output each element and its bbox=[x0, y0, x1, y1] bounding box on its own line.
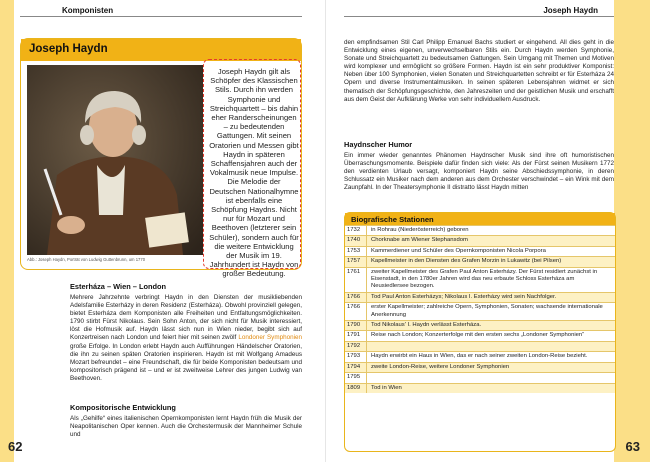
section-heading-humor: Haydnscher Humor bbox=[344, 140, 413, 149]
header-rule-left bbox=[20, 16, 302, 17]
londoner-symphonien-link[interactable]: Londoner Symphonien bbox=[238, 334, 302, 342]
header-rule-right bbox=[344, 16, 614, 17]
table-cell-year: 1761 bbox=[345, 268, 367, 292]
biography-rows bbox=[345, 225, 615, 393]
right-side-tab bbox=[614, 0, 650, 462]
table-row bbox=[345, 302, 615, 320]
table-row bbox=[345, 330, 615, 340]
table-row bbox=[345, 341, 615, 351]
feature-text: Joseph Haydn gilt als Schöpfer des Klassischen Stils. Durch ihn werden Symphonie und Streichquartett – bis dahin eher Randerscheinungen – zu bedeutenden Gattungen. Mit seinen Oratorien und Messen gibt Haydn in späteren Schaffensjahren auch der Vokalmusik neue Impulse. Die Melodie der Deutschen Nationalhymne ist ebenfalls eine Schöpfung Haydns. Nicht nur für Mozart und Beethoven (letzterer sein Schüler), sondern auch für die weitere Entwicklung der Musik im 19. Jahrhundert ist Haydn von großer Bedeutung. bbox=[209, 67, 299, 279]
biography-table-title: Biografische Stationen bbox=[345, 213, 615, 225]
table-cell-event bbox=[367, 342, 615, 351]
page-number-left: 62 bbox=[8, 439, 23, 454]
table-cell-year: 1757 bbox=[345, 257, 367, 266]
table-cell-year: 1790 bbox=[345, 321, 367, 330]
table-row bbox=[345, 351, 615, 361]
table-cell-event: zweiter Kapellmeister des Grafen Paul Anton Esterházy. Der Fürst residiert zunächst in Eisenstadt, in den 1780er Jahren wird das neu erbaute Schloss Esterháza am Neusiedlersee bezogen. bbox=[371, 268, 598, 290]
table-row bbox=[345, 383, 615, 393]
table-cell-event: zweite London-Reise, weitere Londoner Symphonien bbox=[371, 363, 510, 370]
table-cell-event: Kammerdiener und Schüler des Opernkomponisten Nicola Porpora bbox=[371, 247, 546, 254]
table-cell-year: 1791 bbox=[345, 331, 367, 340]
table-row bbox=[345, 362, 615, 372]
section-text-entwicklung: Als „Gehilfe“ eines italienischen Opernkomponisten lernt Haydn früh die Musik der Neapolitanischen Oper kennen. Auch die Orchestermusik der Mannheimer Schule und bbox=[70, 415, 302, 439]
table-cell-event: Haydn erwirbt ein Haus in Wien, das er nach seiner zweiten London-Reise bezieht. bbox=[371, 353, 588, 360]
table-cell-event: Tod Nikolaus' I. Haydn verlässt Esterháza. bbox=[371, 322, 482, 329]
table-cell-year: 1766 bbox=[345, 303, 367, 320]
table-cell-year: 1740 bbox=[345, 236, 367, 245]
right-page bbox=[325, 0, 650, 462]
table-row bbox=[345, 292, 615, 302]
table-cell-year: 1794 bbox=[345, 363, 367, 372]
table-row bbox=[345, 235, 615, 245]
table-cell-event: Kapellmeister in den Diensten des Grafen Morzin in Lukawitz (bei Pilsen) bbox=[371, 258, 562, 265]
page-number-right: 63 bbox=[625, 439, 640, 454]
table-cell-event: Reise nach London; Konzerterfolge mit den ersten sechs „Londoner Symphonien“ bbox=[371, 332, 585, 339]
table-row bbox=[345, 225, 615, 235]
table-row bbox=[345, 320, 615, 330]
table-row bbox=[345, 372, 615, 382]
table-cell-year: 1795 bbox=[345, 373, 367, 382]
table-cell-year: 1766 bbox=[345, 293, 367, 302]
table-cell-year: 1809 bbox=[345, 384, 367, 393]
table-cell-year: 1753 bbox=[345, 247, 367, 256]
biography-table bbox=[344, 212, 616, 452]
table-row bbox=[345, 246, 615, 256]
table-cell-event: Chorknabe am Wiener Stephansdom bbox=[371, 237, 468, 244]
section-text-esterhaza: Mehrere Jahrzehnte verbringt Haydn in den Diensten der musikliebenden Adelsfamilie Esterházy in deren Residenz (Esterháza). Obwohl provinziell gelegen, bietet Esterháza dem Komponisten alle Freiheiten und Entfaltungsmöglichkeiten. 1790 stirbt Fürst Nikolaus. Sein Sohn Anton, der sich nicht für Musik interessiert, löst die Hofmusik auf. Haydn lässt sich nun in Wien nieder, begibt sich auf Konzertreisen nach London und feiert hier mit seinen zwölf Londoner Symphonien große Erfolge. In London erlebt Haydn auch Aufführungen Händelscher Oratorien, die ihn zu seinen späten Oratorien inspirieren. Haydn ist mit Wolfgang Amadeus Mozart befreundet – eine Freundschaft, die für beide Komponisten bedeutsam und kompositorisch prägend ist – und er ist zweitweise Lehrer des jungen Ludwig van Beethoven. bbox=[70, 294, 302, 382]
portrait-caption: Abb.: Joseph Haydn, Porträt von Ludwig Guttenbrunn, um 1770 bbox=[27, 257, 146, 262]
table-cell-event: Tod in Wien bbox=[371, 384, 402, 391]
section-text-humor: Ein immer wieder genanntes Phänomen Haydnscher Musik sind ihre oft humoristischen Überraschungsmomente. Beispiele dafür finden sich viele: Als der Fürst seinen Musikern 1772 den verdienten Urlaub versagt, komponiert Haydn seine Abschiedssymphonie, in deren Schlussatz ein Musiker nach dem anderen aus dem Orchester verschwindet – ein Wink mit dem Zaunpfahl. In der Theatersymphonie II distratto lässt Haydn mitten bbox=[344, 152, 614, 192]
table-cell-event bbox=[367, 373, 615, 382]
table-cell-event: in Rohrau (Niederösterreich) geboren bbox=[371, 227, 469, 233]
feature-box bbox=[20, 38, 302, 279]
left-side-tab bbox=[0, 0, 14, 462]
table-cell-year: 1732 bbox=[345, 226, 367, 235]
table-cell-event: Tod Paul Anton Esterházys; Nikolaus I. Esterházy wird sein Nachfolger. bbox=[371, 293, 557, 300]
table-cell-year: 1792 bbox=[345, 342, 367, 351]
section-heading-esterhaza: Esterháza – Wien – London bbox=[70, 282, 167, 291]
feature-title: Joseph Haydn bbox=[21, 39, 301, 61]
table-row bbox=[345, 267, 615, 292]
table-cell-event: erster Kapellmeister; zahlreiche Opern, Symphonien, Sonaten; wachsende internationale Anerkennung bbox=[371, 304, 603, 318]
right-intro-text: den empfindsamen Stil Carl Philipp Emanuel Bachs studiert er eingehend. All dies geht in die Entwicklung eines eigenen, unverwechselbaren Stils ein. Durch Haydn werden Symphonie, Sonate und Streichquartett zu bedeutsamen Gattungen. Sein Umgang mit Themen und Motiven wird komplexer und ermöglicht so größere Formen. Haydn ist ein sehr produktiver Komponist: Neben über 100 Symphonien, vielen Sonaten und Streichquartetten schreibt er für Esterháza 24 Opern und diverse Instrumentalmusiken. In seinen späteren Lebensjahren widmet er sich thematisch der Schöpfungsgeschichte, den Jahreszeiten und der geistlichen Musik und erschafft aus dem Geist der Aufklärung Werke von sehr individuellem Ausdruck. bbox=[344, 39, 614, 103]
table-row bbox=[345, 256, 615, 266]
running-head-left: Komponisten bbox=[62, 6, 114, 15]
running-head-right: Joseph Haydn bbox=[543, 6, 598, 15]
section-heading-entwicklung: Kompositorische Entwicklung bbox=[70, 403, 176, 412]
table-cell-year: 1793 bbox=[345, 352, 367, 361]
